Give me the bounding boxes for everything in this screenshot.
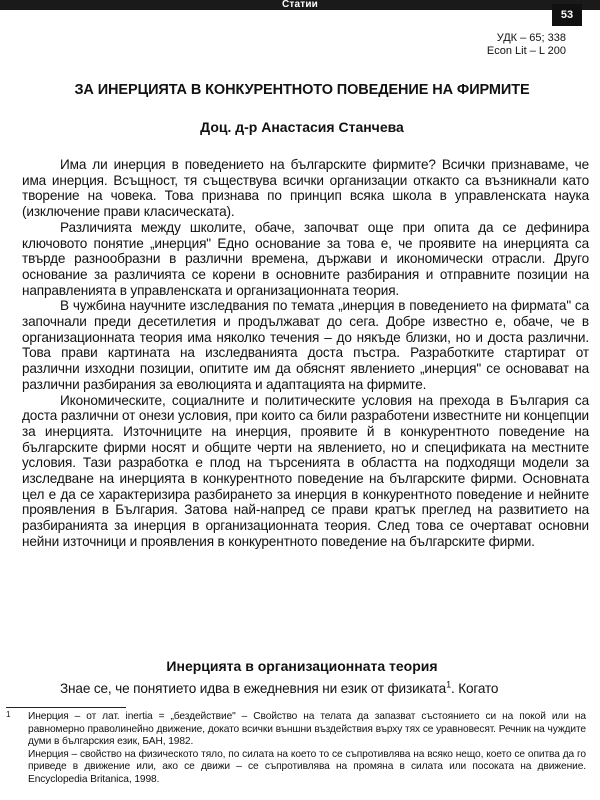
section-first-line-end: . Когато xyxy=(450,681,499,696)
footnote-reference[interactable]: 1 xyxy=(446,681,451,690)
footnote-mark: 1 xyxy=(6,710,11,719)
econ-lit-code: Econ Lit – L 200 xyxy=(486,45,566,57)
page-number: 53 xyxy=(552,4,582,26)
section-first-line xyxy=(22,681,589,697)
udk-code: УДК – 65; 338 xyxy=(496,32,566,44)
footnote-divider xyxy=(6,707,126,708)
article-author: Доц. д-р Анастасия Станчева xyxy=(200,119,404,135)
section-first-line-text: Знае се, че понятието идва в ежедневния ни език от физиката xyxy=(60,681,447,696)
footnote xyxy=(6,711,586,749)
article-body xyxy=(22,157,589,550)
body-paragraph: Има ли инерция в поведението на българските фирмите? Всички признаваме, че има инерция. Всъщност, тя съществува всички организации откакто са възникнали като творение на човека. Това признава по принцип всяка школа в управленската наука (изключение прави класическата). xyxy=(22,157,589,220)
footnote-text: Инерция – свойство на физическото тяло, по силата на което то се съпротивлява на всяко нещо, което се опитва да го приведе в движение или, ако се движи – се съпротивлява на промяна в силата или посоката на движение. Encyclopedia Britanica, 1998. xyxy=(28,748,586,785)
body-paragraph: В чужбина научните изследвания по темата „инерция в поведението на фирмата" са започнали преди десетилетия и продължават до сега. Добре известно е, обаче, че в организационната теория има няколко течения – до някъде близки, но и доста различни. Това прави картината на изследванията доста пъстра. Разработките стартират от различни изходни позиции, опитите им да обяснят явлението „инерция" се основават на различни разбирания за еволюцията и адаптацията на фирмите. xyxy=(22,298,589,392)
body-paragraph: Икономическите, социалните и политическите условия на прехода в България са доста различни от онези условия, при които са били разработени известните ни концепции за инерцията. Източниците на инерция, проявите й в конкурентното поведение на българските фирми носят и общите черти на явлението, но и спецификата на местните условия. Тази разработка е плод на търсенията в областта на подходящи модели за изследване на инерцията в конкурентното поведение на българските фирми. Основната цел е да се характеризира разбирането за инерция в конкурентното поведение и нейните проявления в България. Затова най-напред се прави кратък преглед на развитието на разбиранията за инерция в организационната теория. След това се очертават основни нейни източници и проявления в конкурентното поведение на българските фирми. xyxy=(22,392,589,549)
section-heading: Инерцията в организационната теория xyxy=(166,658,438,674)
footnote xyxy=(6,749,586,787)
running-header-section: Статии xyxy=(281,0,319,10)
article-title: ЗА ИНЕРЦИЯТА В КОНКУРЕНТНОТО ПОВЕДЕНИЕ НА ФИРМИТЕ xyxy=(74,82,530,98)
footnotes xyxy=(6,711,586,787)
footnote-text: Инерция – от лат. inertia = „бездействие" – Свойство на телата да запазват състоянието си на покой или на равномерно праволинейно движение, докато всички външни въздействия върху тях се уравновесят. Речник на чуждите думи в българския език, БАН, 1982. xyxy=(28,711,586,748)
classification-codes xyxy=(487,32,566,58)
body-paragraph: Различията между школите, обаче, започват още при опита да се дефинира ключовото понятие „инерция" Едно основание за това е, че проявите на инерцията са твърде разнообразни в различни времена, държави и икономически отрасли. Друго основание за различията се корени в основните разбирания и отправните позиции на направленията в управленската и организационната теория. xyxy=(22,219,589,298)
